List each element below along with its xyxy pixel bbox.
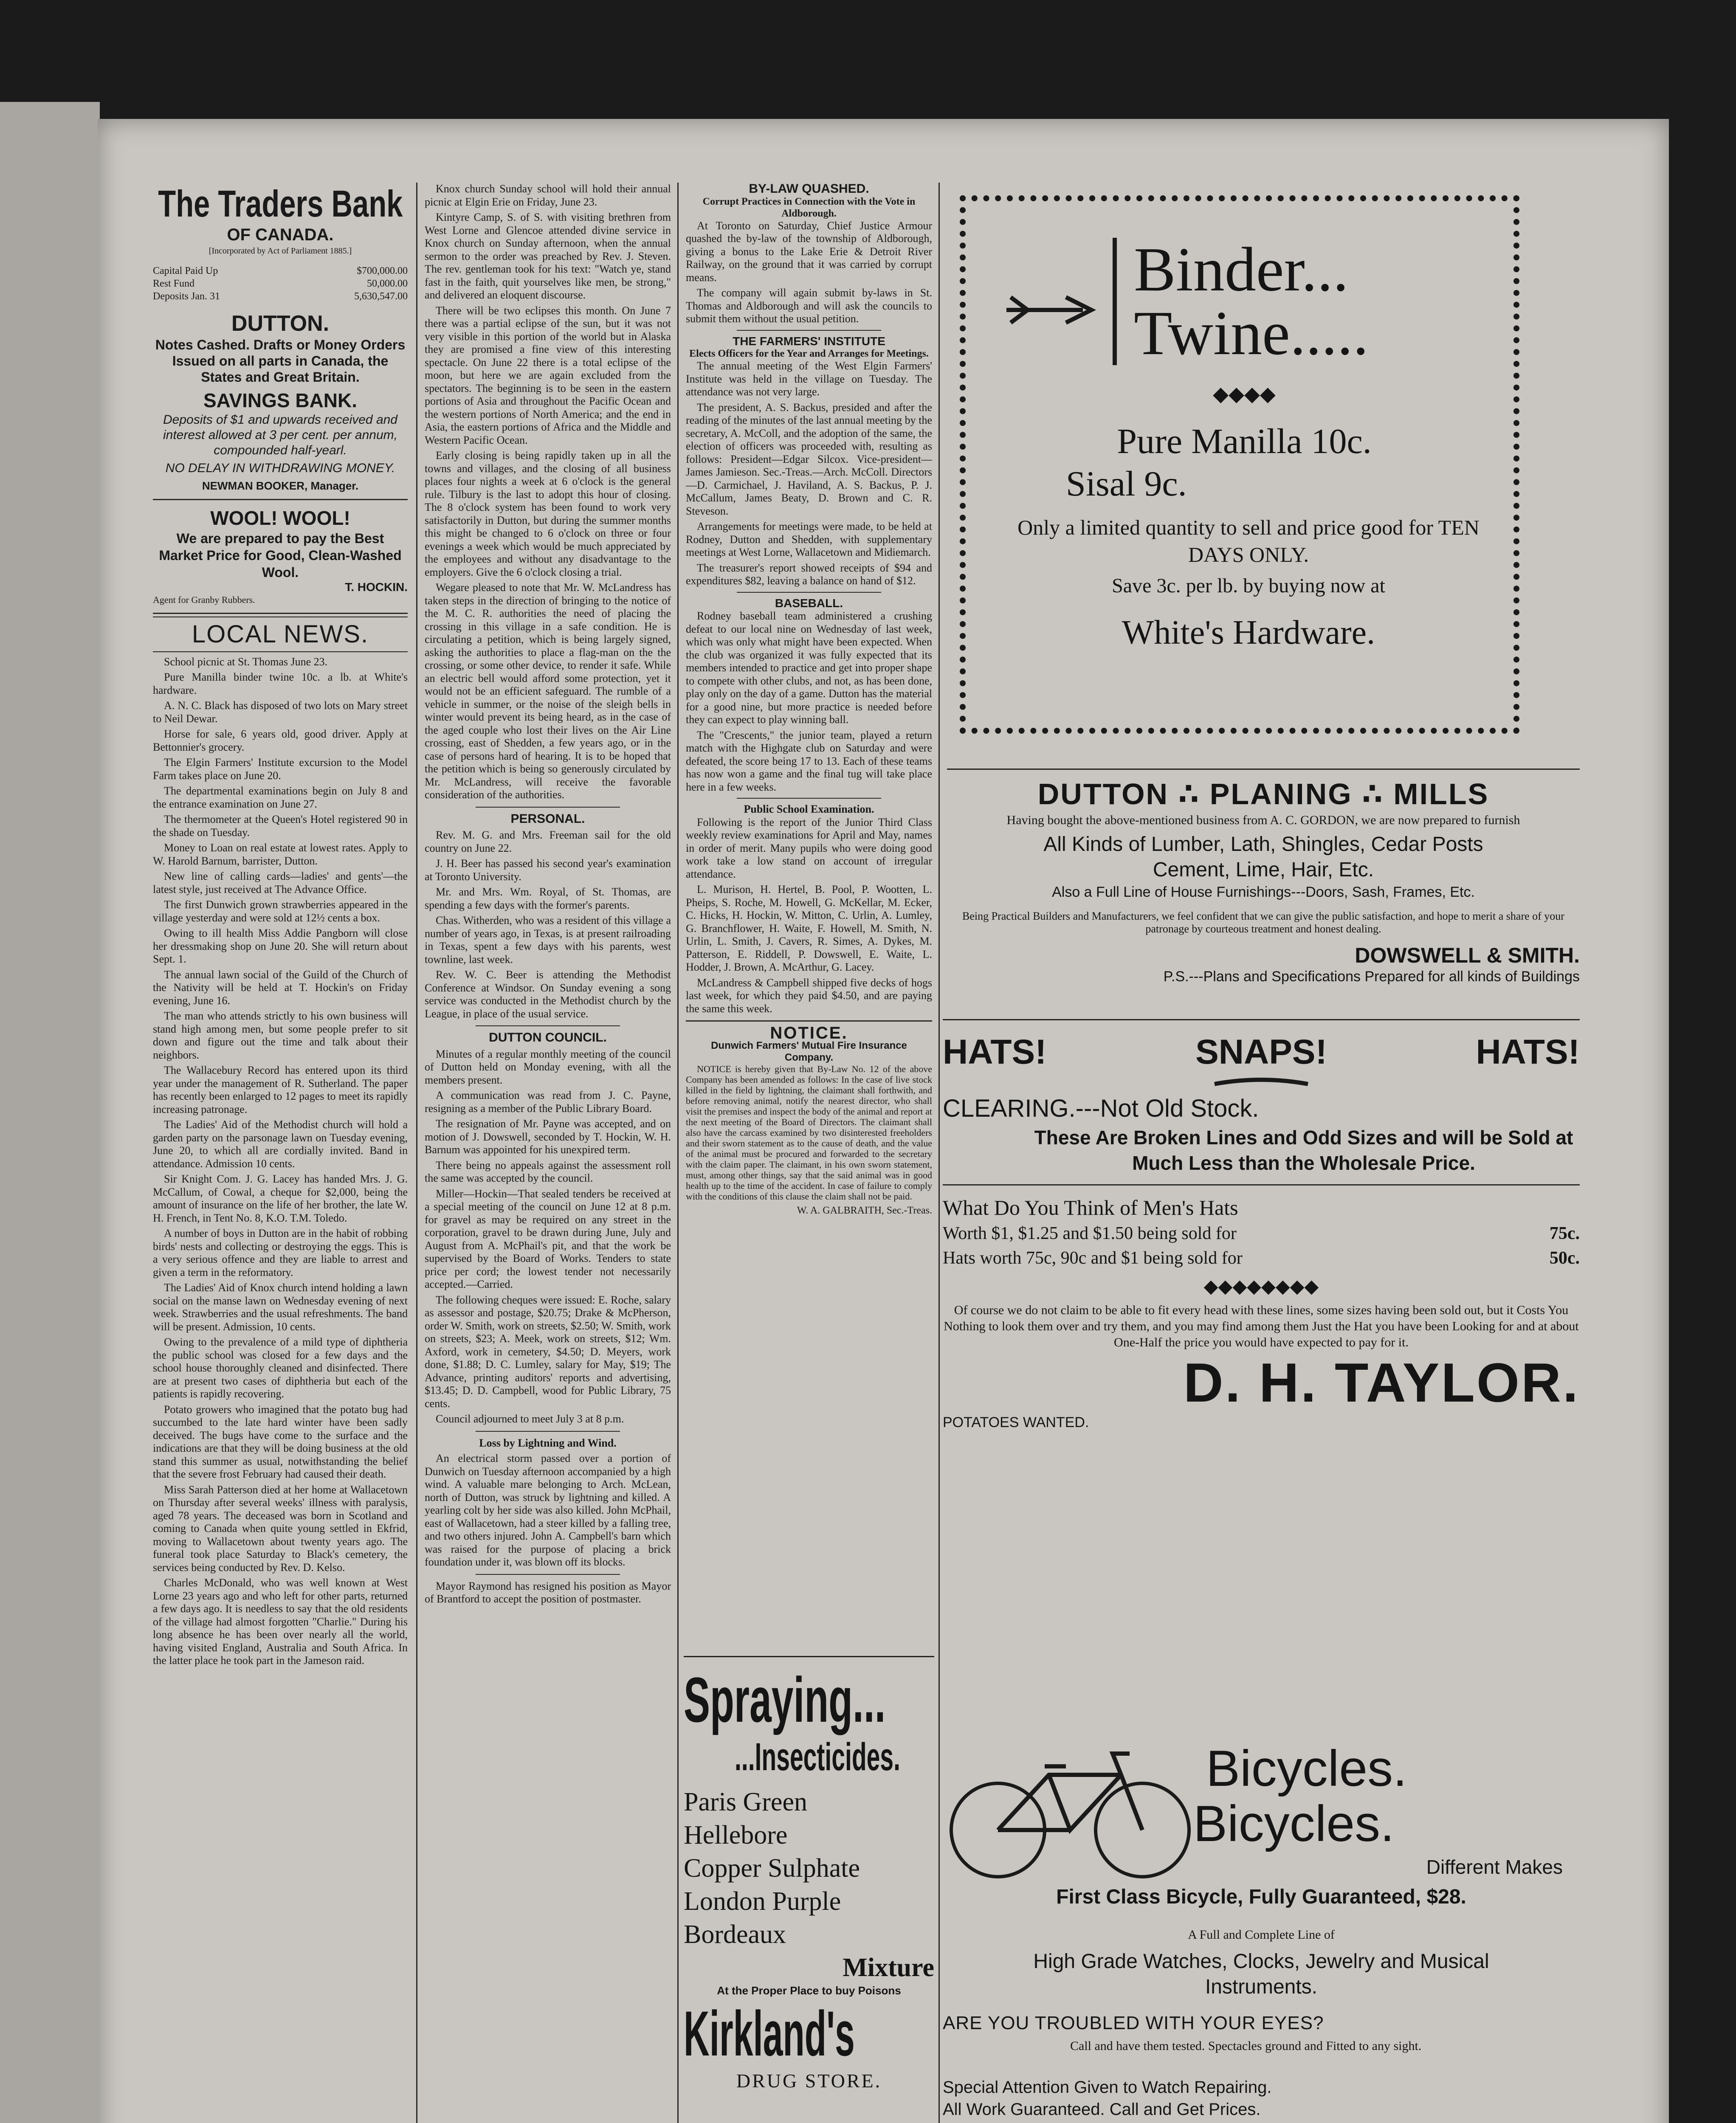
- local-news-body: [153, 656, 408, 1667]
- news-item: The president, A. S. Backus, presided and after the reading of the minutes of the last annual meeting by the secretary, A. McColl, and the adoption of the same, the election of officers was proceeded with, resulting as follows: President—Edgar Silcox. Vice-president—James Jamieson. Sec.-Treas.—Arch. McColl. Directors—D. Carmichael, J. Haviland, A. S. Backus, P. J. McCallum, James Beaty, D. Brown and C. R. Steveson.: [686, 401, 932, 517]
- news-item: The first Dunwich grown strawberries appeared in the village yesterday and were sold at 12½ cents a box.: [153, 898, 408, 924]
- notice-title: NOTICE.: [770, 1024, 848, 1042]
- news-item: The man who attends strictly to his own business will stand high among men, but some people prefer to sit down and figure out the time and talk about their neighbors.: [153, 1010, 408, 1061]
- news-item: A number of boys in Dutton are in the habit of robbing birds' nests and collecting or destroying the eggs. This is a very serious offence and they are liable to arrest and given a term in the reformatory.: [153, 1227, 408, 1278]
- divider: [153, 613, 408, 614]
- news-item: Owing to the prevalence of a mild type of diphtheria the public school was closed for a few days and the school house thoroughly cleaned and disinfected. There are at present two cases of diphtheria but each of the patients is rapidly recovering.: [153, 1336, 408, 1400]
- news-item: New line of calling cards—ladies' and gents'—the latest style, just received at The Advance Office.: [153, 870, 408, 895]
- news-item: J. H. Beer has passed his second year's examination at Toronto University.: [425, 857, 671, 883]
- bicycles-makes: Different Makes: [1426, 1856, 1563, 1878]
- news-item: The Elgin Farmers' Institute excursion to the Model Farm takes place on June 20.: [153, 756, 408, 782]
- news-item: A communication was read from J. C. Payne, resigning as a member of the Public Library Board.: [425, 1089, 671, 1115]
- newspaper-page: [98, 119, 1669, 2123]
- farmers-subtitle: Elects Officers for the Year and Arranges for Meetings.: [689, 348, 929, 359]
- news-item: Pure Manilla binder twine 10c. a lb. at White's hardware.: [153, 671, 408, 696]
- news-item: Rodney baseball team administered a crushing defeat to our local nine on Wednesday of last week, which was only what might have been expected. When the club was organized it was fully expected that its members intended to practice and get into proper shape to compete with other clubs, and not, as has been done, play only on the day of a game. Dutton has the material for a good nine, but more practice is needed before they can expect to play winning ball.: [686, 610, 932, 726]
- news-item: The thermometer at the Queen's Hotel registered 90 in the shade on Tuesday.: [153, 813, 408, 839]
- hats-row-price: 75c.: [1549, 1224, 1580, 1243]
- diamond-ornament: ◆◆◆◆: [1213, 383, 1276, 405]
- baseball-title: BASEBALL.: [775, 596, 843, 610]
- column-1: [153, 183, 408, 2123]
- bicycles-eyes-sub: Call and have them tested. Spectacles ground and Fitted to any sight.: [1070, 2039, 1422, 2053]
- snaps-heading: SNAPS!: [1195, 1033, 1327, 1071]
- hats-heading: HATS!: [943, 1033, 1047, 1071]
- news-item: The Ladies' Aid of Knox church intend holding a lawn social on the manse lawn on Wednesday evening of next week. Strawberries and the usual refreshments. The band will be present. Admission, 10 cents.: [153, 1281, 408, 1333]
- bank-row-label: Rest Fund: [153, 278, 195, 289]
- product-list: [684, 1785, 934, 1984]
- news-item: At Toronto on Saturday, Chief Justice Armour quashed the by-law of the township of Aldborough, giving a bonus to the Lake Erie & Detroit River Railway, on the ground that it was carried by corrupt means.: [686, 219, 932, 284]
- news-item: A. N. C. Black has disposed of two lots on Mary street to Neil Dewar.: [153, 699, 408, 725]
- bicycles-repair: Special Attention Given to Watch Repairing.: [943, 2078, 1272, 2097]
- binder-twine-ad: [951, 183, 1563, 752]
- divider: [686, 1020, 932, 1022]
- planing-mills-ad: [947, 769, 1580, 1008]
- divider: [476, 1025, 620, 1026]
- farmers-title: THE FARMERS' INSTITUTE: [733, 334, 885, 348]
- news-item: School picnic at St. Thomas June 23.: [164, 655, 328, 668]
- news-item: Arrangements for meetings were made, to be held at Rodney, Dutton and Shedden, with supplementary meetings at West Lorne, Wallacetown and Midiemarch.: [686, 520, 932, 558]
- diamond-ornament: ◆◆◆◆◆◆◆◆: [1203, 1276, 1319, 1297]
- binder-line1: Binder...: [1134, 235, 1349, 304]
- news-item: Charles McDonald, who was well known at West Lorne 23 years ago and who left for other parts, returned a few days ago. It is needless to say that the old residents of the village had almost forgotten "Charlie." During his long absence he has been over nearly all the world, having visited England, Australia and South Africa. In the latter place he took part in the Jameson raid.: [153, 1577, 408, 1667]
- notice-text: NOTICE is hereby given that By-Law No. 12 of the above Company has been amended as follows: In the case of live stock killed in the field by lightning, the claimant shall forthwith, and before removing animal, notify the nearest director, who shall visit the premises and inspect the body of the animal and report at the next meeting of the Board of Directors. The claimant shall also have the carcass examined by two disinterested freeholders and their sworn statement as to the cause of death, and the value of the animal must be procured and forwarded to the secretary with the claim paper. The claimant, in his own sworn statement, must, among other things, say that the said animal was in good health up to the time of the accident. In case of failure to comply with the conditions of this clause the claim shall not be paid.: [686, 1063, 932, 1202]
- arrow-icon: [1002, 289, 1104, 331]
- hats-note: Of course we do not claim to be able to fit every head with these lines, some sizes having been sold out, but it Costs You Nothing to look them over and try them, and you may find among them Just the Hat you have been Looking for and at about One-Half the price you would have expected to pay for it.: [944, 1303, 1579, 1349]
- bank-row-label: Capital Paid Up: [153, 265, 218, 276]
- storm-title: Loss by Lightning and Wind.: [479, 1436, 617, 1449]
- news-item: Wegare pleased to note that Mr. W. McLandress has taken steps in the direction of bringing to the notice of the M. C. R. authorities the need of placing the crossing in this village in a safe condition. He is circulating a petition, which is being largely signed, asking the authorities to place a flag-man on the the crossing, or some other device, to render it safe. While an electric bell would afford some protection, yet it would not be an efficient safeguard. The rumble of a vehicle in summer, or the noise of the sleigh bells in winter would prevent its being heard, as in the case of the aged couple who lost their lives on the Air Line crossing, east of Shedden, a few years ago, or in the case of persons hard of hearing. It is to be hoped that the petition which is being so generously circulated by Mr. McLandress, will receive the favorable consideration of the authorities.: [425, 581, 671, 801]
- notice-subtitle: Dunwich Farmers' Mutual Fire Insurance Company.: [711, 1039, 907, 1063]
- binder-limited: Only a limited quantity to sell and price good for TEN DAYS ONLY.: [1017, 515, 1480, 566]
- bank-savings-text: Deposits of $1 and upwards received and interest allowed at 3 per cent. per annum, compounded half-yearl.: [163, 412, 397, 457]
- news-item: Mayor Raymond has resigned his position as Mayor of Brantford to accept the position of postmaster.: [425, 1580, 671, 1605]
- bank-row-label: Deposits Jan. 31: [153, 290, 220, 302]
- wool-agent: Agent for Granby Rubbers.: [153, 594, 255, 605]
- column-2: [425, 183, 671, 2123]
- bicycles-ad: [943, 1741, 1580, 2123]
- news-item: The departmental examinations begin on July 8 and the entrance examination on June 27.: [153, 785, 408, 810]
- bicycles-line2: Bicycles.: [1193, 1795, 1395, 1852]
- hats-broken-lines: These Are Broken Lines and Odd Sizes and will be Sold at Much Less than the Wholesale Price.: [1034, 1126, 1573, 1174]
- wool-signature: T. HOCKIN.: [345, 580, 408, 594]
- divider: [737, 798, 881, 799]
- news-item: An electrical storm passed over a portion of Dunwich on Tuesday afternoon accompanied by a high wind. A valuable mare belonging to Arch. McLean, north of Dutton, was struck by lightning and killed. A yearling colt by her side was also killed. John McPhail, east of Wallacetown, had a steer killed by a falling tree, and two others injured. John A. Campbell's barn which was raised for the purpose of placing a brick foundation under it, was blown off its blocks.: [425, 1452, 671, 1568]
- divider: [476, 1574, 620, 1575]
- news-item: Council adjourned to meet July 3 at 8 p.m.: [436, 1413, 624, 1425]
- planing-signature: DOWSWELL & SMITH.: [1355, 943, 1580, 967]
- binding-edge: [0, 102, 100, 2123]
- hats-signature: D. H. TAYLOR.: [1183, 1352, 1580, 1413]
- spraying-ad: [684, 1656, 934, 2123]
- divider: [737, 592, 881, 593]
- news-item: Chas. Witherden, who was a resident of this village a number of years ago, in Texas, is at present railroading in Texas, spent a few days with his parents, west townline, last week.: [425, 914, 671, 966]
- news-item: Money to Loan on real estate at lowest rates. Apply to W. Harold Barnum, barrister, Dutton.: [153, 842, 408, 867]
- planing-line1: All Kinds of Lumber, Lath, Shingles, Cedar Posts: [1043, 833, 1483, 856]
- news-item: Owing to ill health Miss Addie Pangborn will close her dressmaking shop on June 20. She will return about Sept. 1.: [153, 927, 408, 965]
- news-item: Horse for sale, 6 years old, good driver. Apply at Bettonnier's grocery.: [153, 728, 408, 753]
- divider: [737, 330, 881, 331]
- bylaw-subtitle: Corrupt Practices in Connection with the Vote in Aldborough.: [702, 196, 916, 219]
- hats-header: [943, 1029, 1580, 1076]
- news-item: Sir Knight Com. J. G. Lacey has handed Mrs. J. G. McCallum, of Cowal, a cheque for $2,000, being the amount of insurance on the life of her brother, the late W. H. French, in Tent No. 8, K.O. T.M. Toledo.: [153, 1173, 408, 1224]
- kirklands-title: Kirkland's: [684, 1998, 855, 2069]
- bank-incorporation: [Incorporated by Act of Parliament 1885.]: [209, 246, 352, 256]
- potatoes-wanted: POTATOES WANTED.: [943, 1414, 1089, 1430]
- local-news-title: LOCAL NEWS.: [153, 617, 408, 652]
- bank-notes: Notes Cashed. Drafts or Money Orders Issued on all parts in Canada, the States and Great Britain.: [155, 337, 406, 385]
- binder-store: White's Hardware.: [1122, 614, 1375, 651]
- binder-sisal: Sisal 9c.: [1066, 464, 1187, 504]
- news-item: Kintyre Camp, S. of S. with visiting brethren from West Lorne and Glencoe attended divine service in Knox church on Sunday afternoon, when the annual sermon to the order was preached by Rev. J. Steven. The rev. gentleman took for his text: "Watch ye, stand fast in the faith, quit yourselves like men, be strong," and delivered an eloquent discourse.: [425, 211, 671, 301]
- bank-row-value: $700,000.00: [357, 265, 408, 276]
- news-item: Miss Sarah Patterson died at her home at Wallacetown on Thursday after several weeks' illness with paralysis, aged 78 years. The deceased was born in Scotland and coming to Canada when quite young settled in Ekfrid, moving to Wallacetown about twenty years ago. The funeral took place Saturday to Black's cemetery, the services being conducted by Rev. D. Kelso.: [153, 1483, 408, 1574]
- news-item: The treasurer's report showed receipts of $94 and expenditures $82, leaving a balance on hand of $12.: [686, 561, 932, 587]
- news-item: The annual meeting of the West Elgin Farmers' Institute was held in the village on Tuesday. The attendance was not very large.: [686, 360, 932, 398]
- bicycles-line1: Bicycles.: [1206, 1740, 1407, 1797]
- product-item: Hellebore: [684, 1821, 788, 1850]
- news-item: The annual lawn social of the Guild of the Church of the Nativity will be held at T. Hockin's on Friday evening, June 16.: [153, 968, 408, 1007]
- hats-row-price: 50c.: [1549, 1248, 1580, 1268]
- planing-ps: P.S.---Plans and Specifications Prepared for all kinds of Buildings: [1163, 969, 1580, 985]
- flourish-icon: [1210, 1076, 1312, 1092]
- bank-row-value: 50,000.00: [367, 278, 408, 289]
- bank-row-value: 5,630,547.00: [354, 290, 408, 302]
- spraying-place: At the Proper Place to buy Poisons: [717, 1984, 901, 1997]
- bank-savings: SAVINGS BANK.: [203, 389, 358, 411]
- binder-header: [994, 235, 1495, 368]
- bank-delay: NO DELAY IN WITHDRAWING MONEY.: [165, 461, 395, 475]
- bicycles-watches: High Grade Watches, Clocks, Jewelry and Musical Instruments.: [1033, 1950, 1489, 1998]
- news-item: There being no appeals against the assessment roll the same was accepted by the council.: [425, 1159, 671, 1184]
- news-item: Rev. M. G. and Mrs. Freeman sail for the old country on June 22.: [425, 829, 671, 854]
- hats-ad: [943, 1019, 1580, 1734]
- news-item: McLandress & Campbell shipped five decks of hogs last week, for which they paid $4.50, and are paying the same this week.: [686, 976, 932, 1015]
- news-item: The following cheques were issued: E. Roche, salary as assessor and postage, $20.75; Drake & McPherson, order W. Smith, work on streets, $2.50; W. Smith, work on streets, $23; A. Meek, work on streets, $12; Wm. Axford, work in cemetery, $4.50; D. Meyers, work done, $1.88; D. C. Lumley, salary for May, $19; The Advance, printing auditors' reports and advertising, $13.45; D. D. Campbell, wood for Public Library, 75 cents.: [425, 1293, 671, 1410]
- product-item: Paris Green: [684, 1788, 807, 1816]
- news-item: There will be two eclipses this month. On June 7 there was a partial eclipse of the sun, but it was not very visible in this portion of the world but in Alaska they are promised a fine view of this interesting spectacle. On June 22 there is a total eclipse of the moon, but here we are again excluded from the spectators. The beginning is to be seen in the eastern portions of Asia and throughout the Pacific Ocean and the western portions of North America; and the end in Asia, the eastern portions of Africa and the Middle and Western Pacific Ocean.: [425, 304, 671, 446]
- bicycles-line-intro: A Full and Complete Line of: [1188, 1928, 1335, 1942]
- news-item: Minutes of a regular monthly meeting of the council of Dutton held on Monday evening, with all the members present.: [425, 1047, 671, 1086]
- hats-question: What Do You Think of Men's Hats: [943, 1196, 1238, 1219]
- news-item: The Ladies' Aid of the Methodist church will hold a garden party on the parsonage lawn on Tuesday evening, June 20, to which all are cordially invited. Band in attendance. Admission 10 cents.: [153, 1118, 408, 1170]
- planing-intro: Having bought the above-mentioned business from A. C. GORDON, we are now prepared to furnish: [1006, 813, 1520, 827]
- bank-ad: [153, 183, 408, 493]
- personal-title: PERSONAL.: [510, 811, 585, 826]
- column-3: [686, 183, 932, 1652]
- bank-town: DUTTON.: [231, 311, 330, 336]
- bylaw-title: BY-LAW QUASHED.: [749, 183, 869, 196]
- bicycle-icon: [943, 1741, 1198, 1881]
- column-rule: [416, 183, 417, 2123]
- news-item: The "Crescents," the junior team, played a return match with the Highgate club on Saturday and were defeated, the score being 17 to 13. Each of these teams has now won a game and the final tug will take place here in a few weeks.: [686, 729, 932, 793]
- news-item: The resignation of Mr. Payne was accepted, and on motion of J. Dowswell, seconded by T. Hockin, W. H. Barnum was appointed for his unexpired term.: [425, 1118, 671, 1156]
- drug-store: DRUG STORE.: [736, 2070, 882, 2092]
- product-item: London Purple: [684, 1887, 841, 1916]
- divider: [476, 1431, 620, 1432]
- wool-title: WOOL! WOOL!: [210, 507, 350, 529]
- product-item: Bordeaux: [684, 1920, 786, 1949]
- divider: [476, 807, 620, 808]
- bank-manager: NEWMAN BOOKER, Manager.: [202, 479, 359, 492]
- hats-clearing: CLEARING.---Not Old Stock.: [943, 1095, 1259, 1122]
- bank-figures: [153, 265, 408, 303]
- hats-row-label: Worth $1, $1.25 and $1.50 being sold for: [943, 1224, 1237, 1243]
- divider: [153, 499, 408, 500]
- vertical-bar: [1113, 238, 1117, 365]
- insecticides-title: ...Insecticides.: [735, 1735, 900, 1779]
- news-item: Mr. and Mrs. Wm. Royal, of St. Thomas, are spending a few days with the former's parents.: [425, 886, 671, 911]
- council-title: DUTTON COUNCIL.: [489, 1031, 607, 1045]
- news-item: Miller—Hockin—That sealed tenders be received at a special meeting of the council on June 12 at 8 p.m. for gravel as may be required on any street in the corporation, gravel to be drawn during June, July and August from A. McPhail's pit, and that the work be supervised by the Board of Works. Tenders to state price per cord; the lowest tender not necessarily accepted.—Carried.: [425, 1187, 671, 1290]
- bank-subtitle: OF CANADA.: [227, 225, 334, 244]
- bicycles-eyes: ARE YOU TROUBLED WITH YOUR EYES?: [943, 2013, 1324, 2033]
- hats-heading: HATS!: [1476, 1033, 1580, 1071]
- product-item: Copper Sulphate: [684, 1854, 860, 1883]
- planing-line2: Cement, Lime, Hair, Etc.: [1153, 859, 1374, 881]
- bicycles-work: All Work Guaranteed. Call and Get Prices.: [943, 2100, 1261, 2119]
- news-item: Potato growers who imagined that the potato bug had succumbed to the late hard winter have been sadly deceived. The bugs have come to the surface and the indications are that they will be doing business at the old stand this summer as usual, notwithstanding the belief that the severe frost February had caused their death.: [153, 1403, 408, 1480]
- hats-row-label: Hats worth 75c, 90c and $1 being sold for: [943, 1248, 1243, 1268]
- binder-line2: Twine.....: [1134, 298, 1369, 368]
- wool-ad: [153, 506, 408, 607]
- planing-title: DUTTON ∴ PLANING ∴ MILLS: [1037, 777, 1489, 811]
- divider: [943, 1184, 1580, 1185]
- news-item: Following is the report of the Junior Third Class weekly review examinations for April and May, names in order of merit. Many pupils who were doing good work take a low stand on account of irregular attendance.: [686, 816, 932, 880]
- news-item: The Wallacebury Record has entered upon its third year under the management of R. Sutherland. The paper has recently been enlarged to 12 pages to meet its rapidly increasing patronage.: [153, 1064, 408, 1115]
- column-rule: [677, 183, 679, 2123]
- news-item: Knox church Sunday school will hold their annual picnic at Elgin Erie on Friday, June 23.: [425, 183, 671, 208]
- binder-save: Save 3c. per lb. by buying now at: [1112, 574, 1385, 597]
- news-item: L. Murison, H. Hertel, B. Pool, P. Wootten, L. Pheips, S. Roche, M. Howell, G. McKellar, M. Ecker, C. Hicks, H. Hockin, W. Mitton, C. Urlin, A. Lumley, G. Branchflower, H. Waite, F. Howell, M. Smith, N. Urlin, L. Smith, J. Cavers, R. Simes, A. Dykes, M. Patterson, E. Riddell, P. Dowswell, E. Waite, L. Hodder, J. Brown, A. McArthur, G. Lacey.: [686, 883, 932, 973]
- binder-manilla: Pure Manilla 10c.: [1117, 422, 1372, 461]
- bicycles-guarantee: First Class Bicycle, Fully Guaranteed, $28.: [1056, 1886, 1466, 1908]
- planing-line3: Also a Full Line of House Furnishings---Doors, Sash, Frames, Etc.: [1052, 884, 1475, 900]
- planing-note: Being Practical Builders and Manufacturers, we feel confident that we can give the public satisfaction, and hope to merit a share of your patronage by courteous treatment and honest dealing.: [962, 910, 1564, 935]
- column-rule: [938, 183, 940, 2123]
- spraying-title: Spraying...: [684, 1664, 886, 1735]
- news-item: Early closing is being rapidly taken up in all the towns and villages, and the closing of all business places four nights a week at 6 o'clock is the general rule. Tilbury is the last to adopt this hour of closing. The 8 o'clock system has been found to work very satisfactorily in Dutton, but during the summer months this might be changed to 6 o'clock on three or four evenings a week which would be much appreciated by the employees and without any disadvantage to the employers. Give the 6 o'clock closing a trial.: [425, 449, 671, 578]
- notice-signature: W. A. GALBRAITH, Sec.-Treas.: [797, 1205, 932, 1216]
- bank-title: The Traders Bank: [158, 183, 403, 225]
- wool-text: We are prepared to pay the Best Market Price for Good, Clean-Washed Wool.: [159, 530, 402, 580]
- hats-row: [943, 1246, 1580, 1270]
- product-item: Mixture: [843, 1953, 934, 1982]
- news-item: The company will again submit by-laws in St. Thomas and Aldborough and will ask the councils to submit them without the usual petition.: [686, 287, 932, 325]
- news-item: Rev. W. C. Beer is attending the Methodist Conference at Windsor. On Sunday evening a song service was conducted in the Methodist church by the League, in place of the usual service.: [425, 969, 671, 1020]
- school-title: Public School Examination.: [744, 803, 874, 815]
- hats-row: [943, 1221, 1580, 1246]
